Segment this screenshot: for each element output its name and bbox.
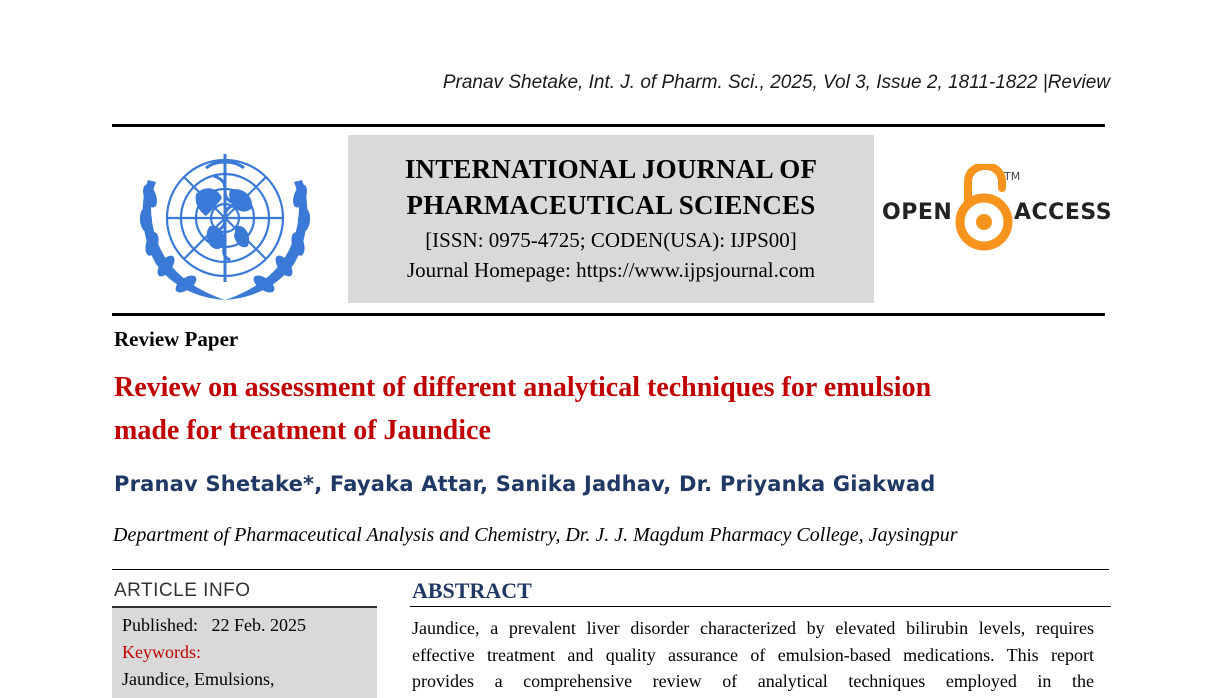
author-list: Pranav Shetake*, Fayaka Attar, Sanika Jadhav, Dr. Priyanka Giakwad [114, 472, 936, 496]
abstract-body [412, 615, 1094, 695]
paper-type: Review Paper [114, 327, 239, 351]
journal-issn: [ISSN: 0975-4725; CODEN(USA): IJPS00] [425, 228, 797, 252]
journal-emblem-logo [126, 140, 324, 306]
abstract-line: Jaundice, a prevalent liver disorder characterized by elevated bilirubin levels, requires [412, 618, 1094, 638]
header-rule-bottom [112, 313, 1105, 316]
article-info-heading: ARTICLE INFO [114, 580, 251, 601]
published-label: Published: [122, 615, 199, 635]
paper-title-line1: Review on assessment of different analytical techniques for emulsion [114, 372, 932, 403]
published-date: 22 Feb. 2025 [211, 615, 307, 635]
journal-homepage: Journal Homepage: https://www.ijpsjournal.com [406, 258, 816, 282]
journal-title-line1: INTERNATIONAL JOURNAL OF [404, 154, 818, 184]
abstract-heading: ABSTRACT [412, 578, 532, 603]
paper-title [114, 366, 1094, 452]
abstract-rule [410, 606, 1111, 607]
journal-masthead-box [348, 135, 874, 303]
abstract-line: effective treatment and quality assurance of emulsion-based medications. This report [412, 644, 1094, 665]
abstract-line: provides a comprehensive review of analytical techniques employed in the [412, 671, 1094, 691]
affiliation-rule [112, 569, 1109, 570]
keywords-label: Keywords: [122, 642, 201, 662]
open-access-logo [880, 164, 1113, 254]
open-access-word-access: ACCESS [1014, 200, 1113, 225]
open-access-word-open: OPEN [882, 200, 953, 225]
affiliation: Department of Pharmaceutical Analysis and Chemistry, Dr. J. J. Magdum Pharmacy College, Jaysingpur [113, 524, 958, 546]
journal-title-line2: PHARMACEUTICAL SCIENCES [406, 190, 816, 220]
open-access-trademark: TM [1004, 170, 1021, 183]
published-row [122, 612, 367, 639]
paper-title-line2: made for treatment of Jaundice [114, 415, 491, 446]
header-rule-top [112, 124, 1105, 127]
running-header: Pranav Shetake, Int. J. of Pharm. Sci., 2025, Vol 3, Issue 2, 1811-1822 |Review [442, 72, 1110, 93]
keywords-text: Jaundice, Emulsions, [122, 669, 275, 689]
article-info-box [112, 608, 377, 698]
